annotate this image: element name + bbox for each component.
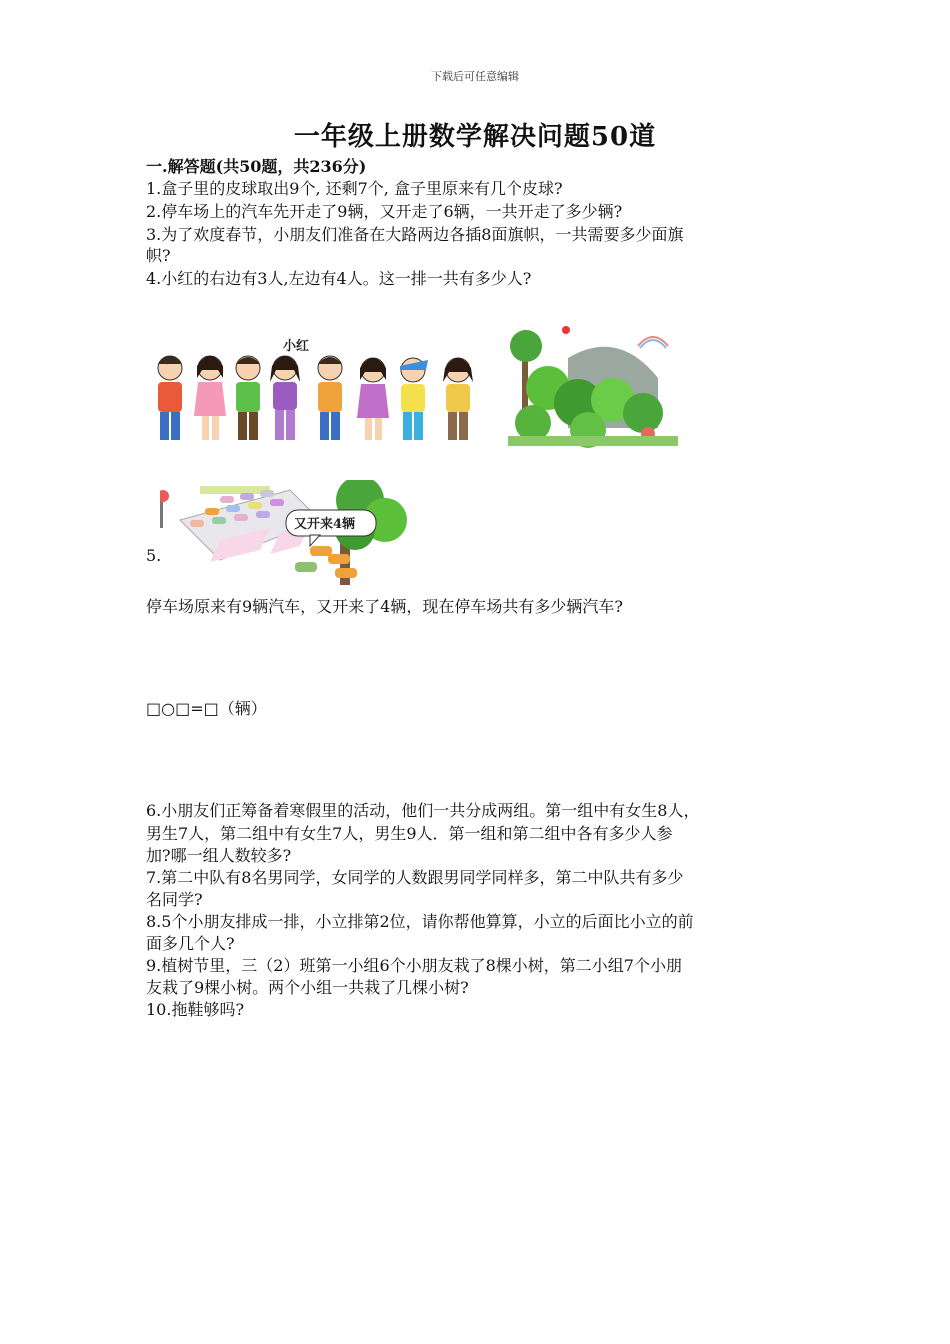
garden-illustration: [508, 318, 678, 448]
kid-3: [236, 356, 260, 440]
question-6-cont-2: 加?哪一组人数较多?: [146, 846, 292, 865]
speech-bubble-text: 又开来4辆: [294, 517, 356, 532]
question-5-number: 5.: [146, 546, 162, 565]
section-heading: 一.解答题(共50题，共236分): [146, 157, 367, 176]
question-5-text: 停车场原来有9辆汽车，又开来了4辆，现在停车场共有多少辆汽车?: [146, 597, 623, 616]
question-6: 6.小朋友们正筹备着寒假里的活动，他们一共分成两组。第一组中有女生8人，: [146, 801, 700, 820]
question-3: 3.为了欢度春节，小朋友们准备在大路两边各插8面旗帜，一共需要多少面旗: [146, 225, 684, 244]
question-4: 4.小红的右边有3人,左边有4人。这一排一共有多少人?: [146, 269, 532, 288]
question-8-cont: 面多几个人?: [146, 934, 235, 953]
kid-2: [194, 356, 226, 440]
kid-5: [318, 356, 342, 440]
question-1: 1.盒子里的皮球取出9个, 还剩7个, 盒子里原来有几个皮球?: [146, 179, 563, 198]
kid-8: [443, 358, 473, 440]
question-8: 8.5个小朋友排成一排，小立排第2位，请你帮他算算，小立的后面比小立的前: [146, 912, 694, 931]
page-title: 一年级上册数学解决问题50道: [293, 122, 657, 152]
question-3-cont: 帜?: [146, 246, 171, 265]
question-10: 10.拖鞋够吗?: [146, 1000, 245, 1019]
question-2: 2.停车场上的汽车先开走了9辆，又开走了6辆，一共开走了多少辆?: [146, 202, 623, 221]
question-5-formula: □○□=□（辆）: [146, 699, 267, 718]
kid-4: [270, 356, 300, 440]
question-9-cont: 友栽了9棵小树。两个小组一共栽了几棵小树?: [146, 978, 469, 997]
question-7: 7.第二中队有8名男同学，女同学的人数跟男同学同样多，第二中队共有多少: [146, 868, 684, 887]
parking-lot-illustration: [160, 480, 410, 588]
question-7-cont: 名同学?: [146, 890, 203, 909]
question-9: 9.植树节里，三（2）班第一小组6个小朋友栽了8棵小树，第二小组7个小朋: [146, 956, 682, 975]
kid-7: [400, 358, 428, 440]
kid-1: [158, 356, 182, 440]
header-note: 下载后可任意编辑: [431, 70, 519, 83]
kid-6: [357, 358, 389, 440]
kids-row-illustration: [148, 330, 488, 455]
question-6-cont-1: 男生7人，第二组中有女生7人，男生9人．第一组和第二组中各有多少人参: [146, 824, 673, 843]
kid-label: 小红: [283, 339, 310, 354]
